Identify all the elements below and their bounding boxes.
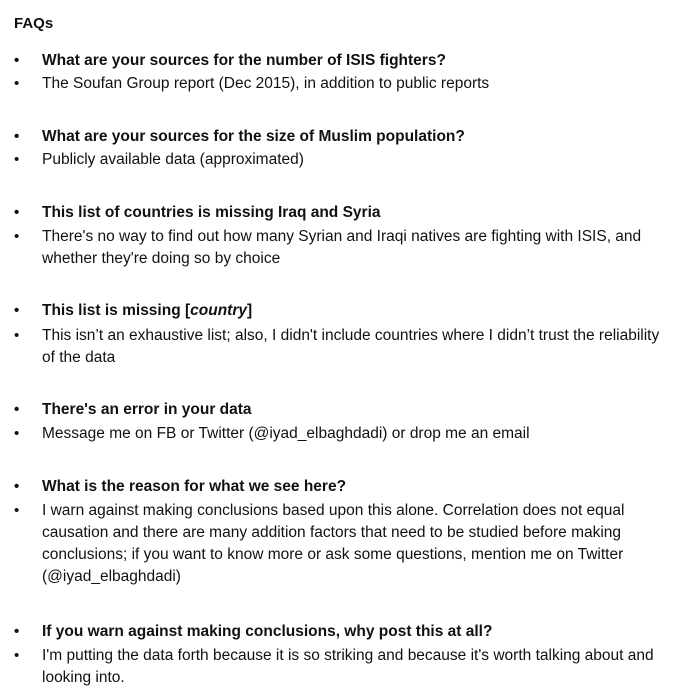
bullet-icon: • — [14, 151, 20, 168]
faq-answer — [14, 423, 674, 445]
question-text: There's an error in your data — [42, 401, 252, 418]
bullet-icon: • — [14, 401, 20, 418]
faq-answer — [14, 226, 674, 270]
bullet-icon: • — [14, 75, 20, 92]
question-text-prefix: This list is missing [ — [42, 302, 191, 319]
answer-text: This isn’t an exhaustive list; also, I didn't include countries where I didn’t trust the reliability of the data — [42, 327, 660, 366]
faq-question — [14, 300, 674, 322]
bullet-icon: • — [14, 647, 20, 664]
bullet-icon: • — [14, 502, 20, 519]
question-text-italic: country — [190, 302, 247, 319]
faq-answer — [14, 325, 674, 369]
bullet-icon: • — [14, 302, 20, 319]
faq-answer — [14, 73, 674, 95]
answer-text: The Soufan Group report (Dec 2015), in addition to public reports — [42, 75, 490, 92]
question-text-suffix: ] — [247, 302, 253, 319]
question-text: What are your sources for the number of ISIS fighters? — [42, 52, 446, 69]
faq-answer — [14, 500, 674, 588]
bullet-icon: • — [14, 228, 20, 245]
question-text: If you warn against making conclusions, why post this at all? — [42, 623, 493, 640]
faq-question — [14, 126, 674, 148]
answer-text: I warn against making conclusions based upon this alone. Correlation does not equal causation and there are many addition factors that need to be studied before making conclusions; if you want to know more or ask some questions, mention me on Twitter (@iyad_elbaghdadi) — [42, 502, 625, 585]
question-text: This list of countries is missing Iraq and Syria — [42, 204, 381, 221]
answer-text: There's no way to find out how many Syrian and Iraqi natives are fighting with ISIS, and whether they're doing so by choice — [42, 228, 642, 267]
faq-question — [14, 399, 674, 421]
faq-answer — [14, 149, 674, 171]
bullet-icon: • — [14, 623, 20, 640]
answer-text: Publicly available data (approximated) — [42, 151, 304, 168]
question-text: What is the reason for what we see here? — [42, 478, 347, 495]
bullet-icon: • — [14, 204, 20, 221]
bullet-icon: • — [14, 425, 20, 442]
faq-question — [14, 621, 674, 643]
faq-answer — [14, 645, 674, 689]
bullet-icon: • — [14, 327, 20, 344]
bullet-icon: • — [14, 478, 20, 495]
faq-question — [14, 202, 674, 224]
answer-text: I'm putting the data forth because it is so striking and because it's worth talking about and looking into. — [42, 647, 654, 686]
question-text: What are your sources for the size of Muslim population? — [42, 128, 465, 145]
bullet-icon: • — [14, 52, 20, 69]
bullet-icon: • — [14, 128, 20, 145]
faq-question — [14, 50, 674, 72]
faq-title: FAQs — [14, 15, 54, 32]
faq-question — [14, 476, 674, 498]
answer-text: Message me on FB or Twitter (@iyad_elbaghdadi) or drop me an email — [42, 425, 530, 442]
